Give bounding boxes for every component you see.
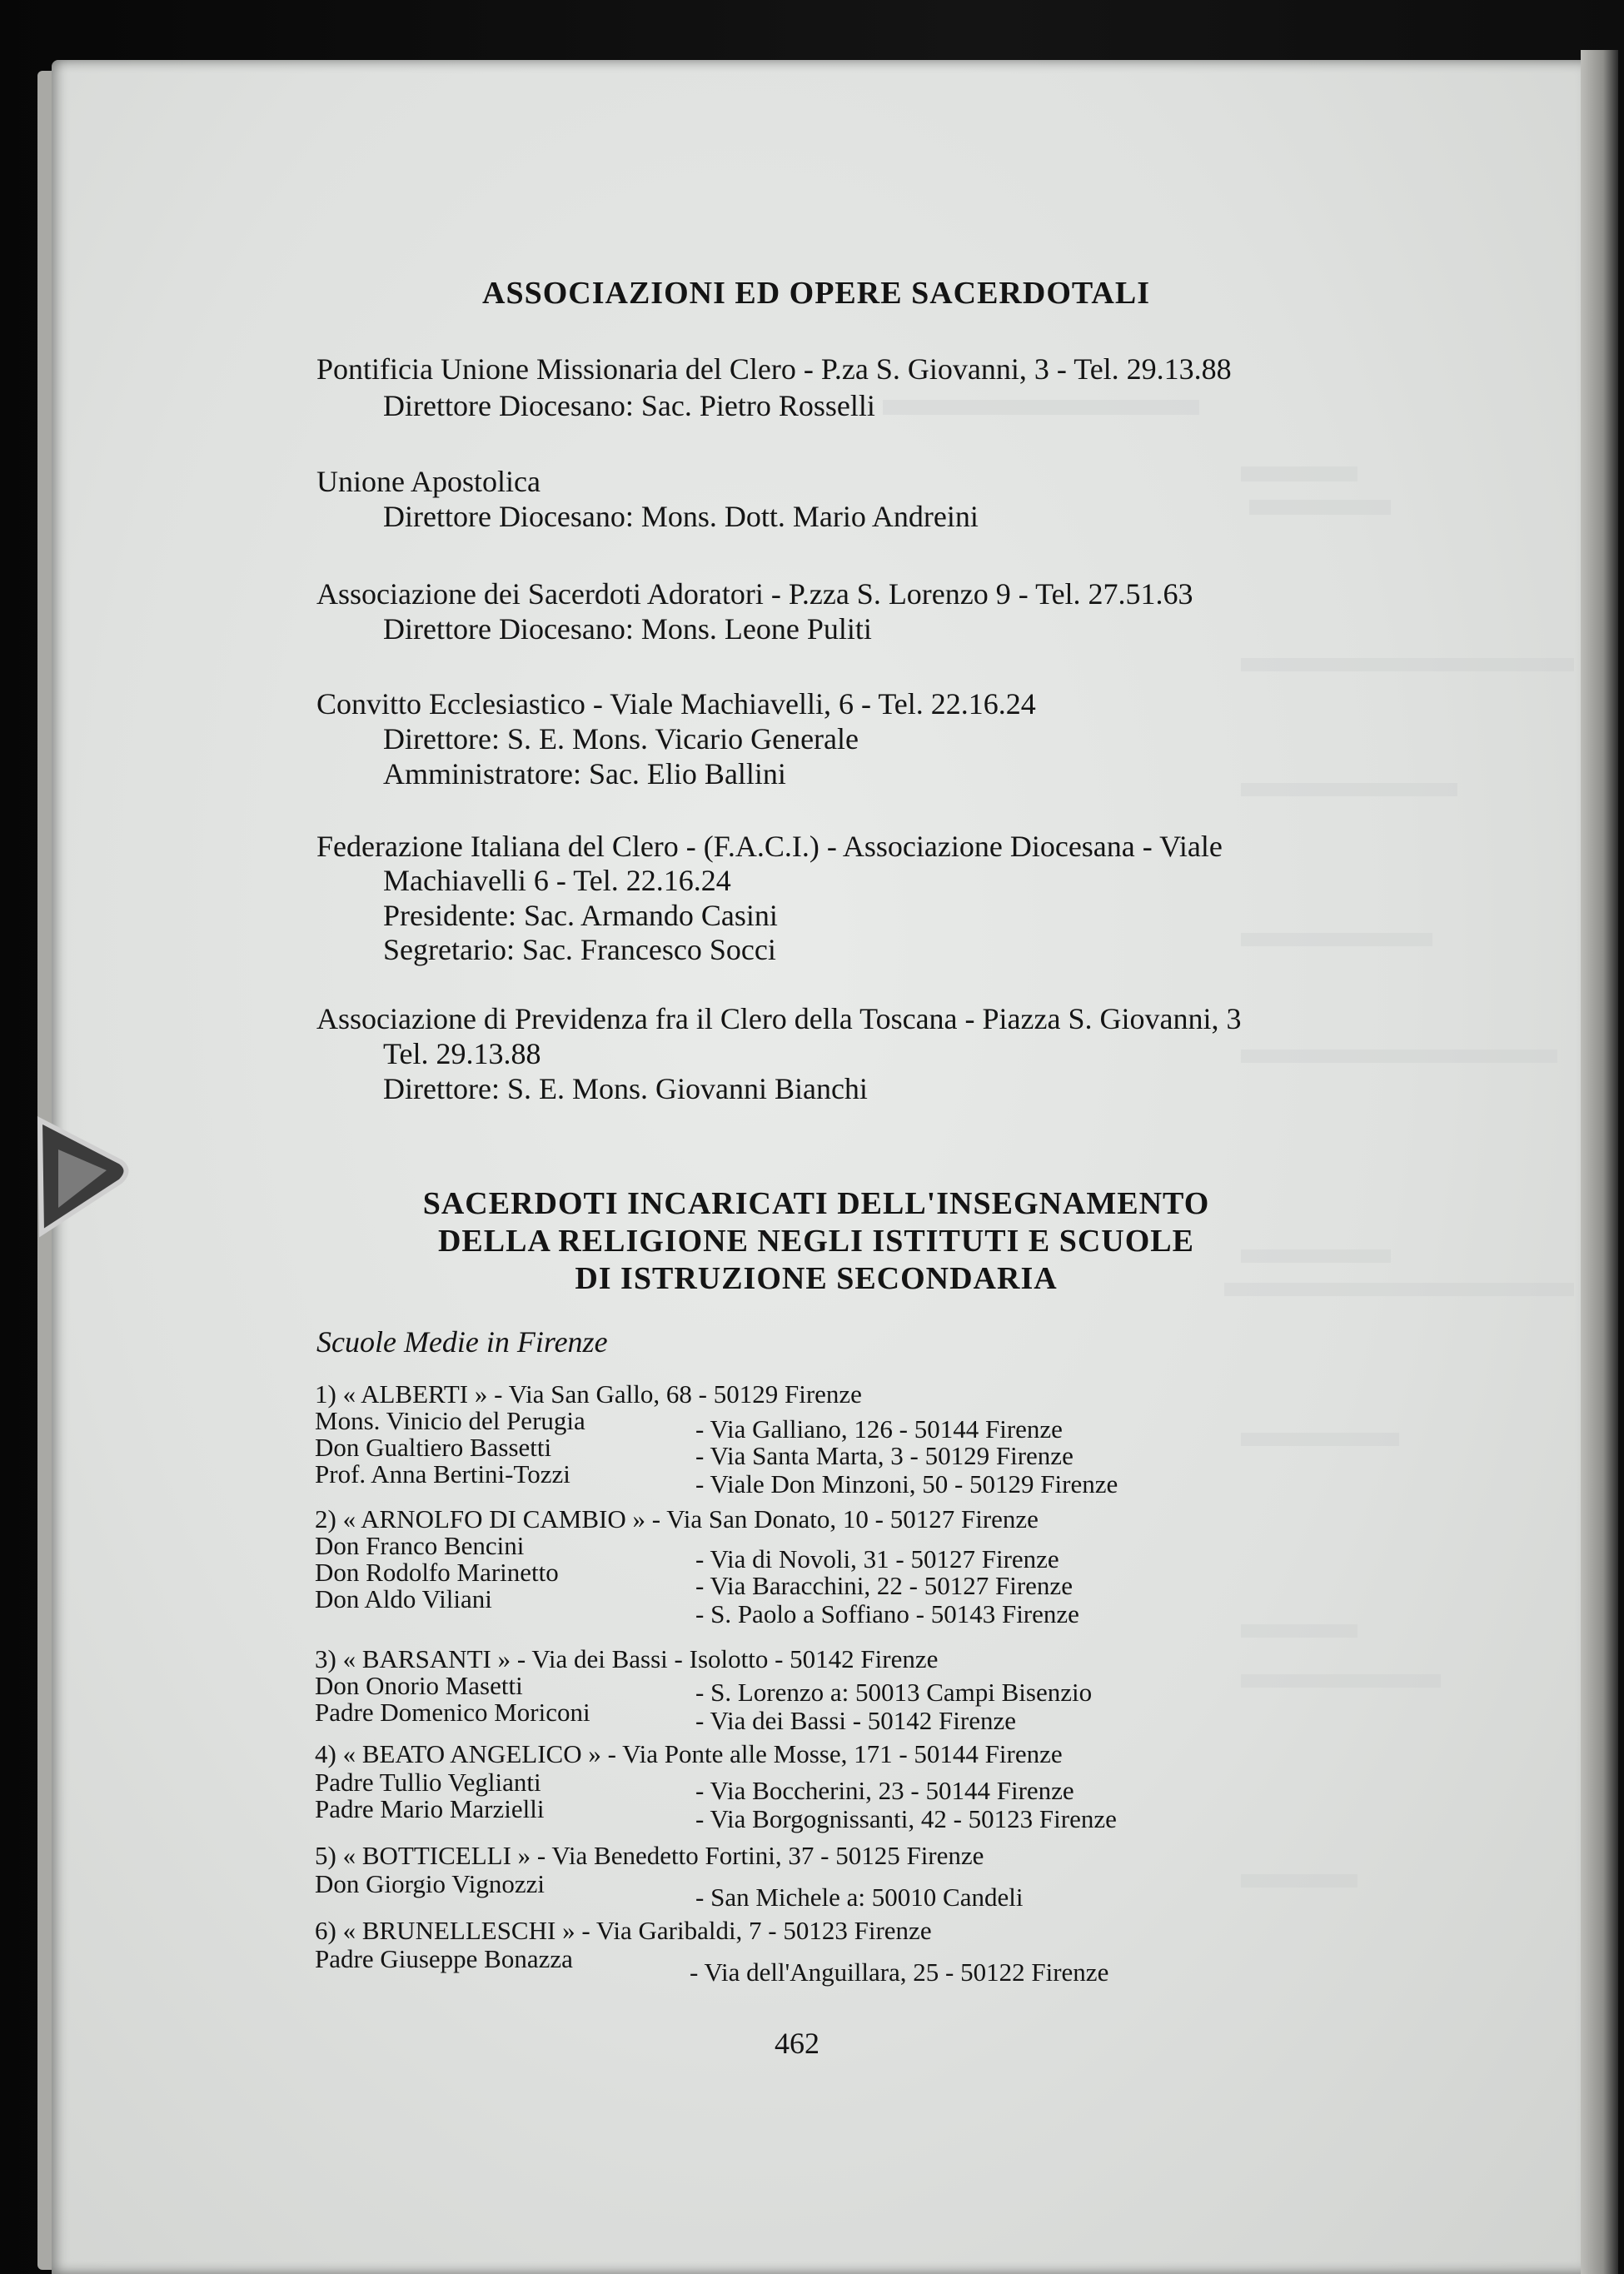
teacher-name: Don Giorgio Vignozzi — [315, 1869, 545, 1898]
association-detail: Direttore Diocesano: Mons. Leone Puliti — [383, 612, 872, 646]
association-detail: Presidente: Sac. Armando Casini — [383, 899, 778, 932]
page-number: 462 — [775, 2027, 819, 2060]
school-title: 5) « BOTTICELLI » - Via Benedetto Fortini, 37 - 50125 Firenze — [315, 1841, 984, 1870]
teacher-address: - S. Paolo a Soffiano - 50143 Firenze — [695, 1599, 1079, 1628]
teacher-address: - Via di Novoli, 31 - 50127 Firenze — [695, 1544, 1059, 1573]
school-title: 1) « ALBERTI » - Via San Gallo, 68 - 50129 Firenze — [315, 1379, 862, 1409]
teacher-name: Padre Mario Marzielli — [315, 1794, 545, 1823]
school-title: 4) « BEATO ANGELICO » - Via Ponte alle Mosse, 171 - 50144 Firenze — [315, 1739, 1063, 1768]
teacher-address: - Via Santa Marta, 3 - 50129 Firenze — [695, 1441, 1074, 1470]
teacher-address: - Via dei Bassi - 50142 Firenze — [695, 1706, 1016, 1735]
teacher-name: Don Franco Bencini — [315, 1531, 525, 1560]
association-detail: Amministratore: Sac. Elio Ballini — [383, 757, 786, 790]
association-detail: Direttore: S. E. Mons. Giovanni Bianchi — [383, 1072, 868, 1105]
section-heading-teachers: DELLA RELIGIONE NEGLI ISTITUTI E SCUOLE — [437, 1224, 1194, 1259]
teacher-name: Padre Tullio Veglianti — [315, 1768, 541, 1797]
teacher-address: - Via dell'Anguillara, 25 - 50122 Firenze — [690, 1957, 1109, 1987]
teacher-name: Mons. Vinicio del Perugia — [315, 1406, 585, 1435]
school-title: 3) « BARSANTI » - Via dei Bassi - Isolotto - 50142 Firenze — [315, 1644, 939, 1673]
teacher-name: Padre Domenico Moriconi — [315, 1698, 590, 1727]
teacher-name: Don Gualtiero Bassetti — [315, 1433, 552, 1462]
association-title: Convitto Ecclesiastico - Viale Machiavelli, 6 - Tel. 22.16.24 — [316, 687, 1036, 721]
teacher-address: - Via Baracchini, 22 - 50127 Firenze — [695, 1571, 1073, 1600]
association-detail: Direttore Diocesano: Sac. Pietro Rosselli — [383, 389, 875, 422]
teacher-name: Don Onorio Masetti — [315, 1671, 523, 1700]
section-heading-teachers: SACERDOTI INCARICATI DELL'INSEGNAMENTO — [422, 1186, 1210, 1221]
teacher-address: - San Michele a: 50010 Candeli — [695, 1883, 1024, 1912]
teacher-address: - S. Lorenzo a: 50013 Campi Bisenzio — [695, 1678, 1093, 1707]
association-title: Associazione di Previdenza fra il Clero della Toscana - Piazza S. Giovanni, 3 — [316, 1002, 1242, 1035]
school-title: 6) « BRUNELLESCHI » - Via Garibaldi, 7 - 50123 Firenze — [315, 1916, 932, 1945]
association-title: Pontificia Unione Missionaria del Clero - P.za S. Giovanni, 3 - Tel. 29.13.88 — [316, 352, 1232, 386]
teacher-name: Padre Giuseppe Bonazza — [315, 1944, 573, 1973]
association-title: Federazione Italiana del Clero - (F.A.C.I.) - Associazione Diocesana - Viale — [316, 830, 1223, 863]
association-title: Unione Apostolica — [316, 465, 541, 498]
subheading: Scuole Medie in Firenze — [316, 1325, 608, 1359]
association-detail: Direttore: S. E. Mons. Vicario Generale — [383, 722, 859, 756]
section-heading-associations: ASSOCIAZIONI ED OPERE SACERDOTALI — [482, 276, 1150, 311]
association-detail: Machiavelli 6 - Tel. 22.16.24 — [383, 864, 731, 897]
teacher-address: - Viale Don Minzoni, 50 - 50129 Firenze — [695, 1469, 1118, 1499]
association-detail: Tel. 29.13.88 — [383, 1037, 541, 1070]
association-detail: Direttore Diocesano: Mons. Dott. Mario Andreini — [383, 500, 979, 533]
section-heading-teachers: DI ISTRUZIONE SECONDARIA — [575, 1261, 1058, 1296]
teacher-name: Prof. Anna Bertini-Tozzi — [315, 1459, 570, 1489]
school-title: 2) « ARNOLFO DI CAMBIO » - Via San Donato, 10 - 50127 Firenze — [315, 1504, 1039, 1533]
teacher-name: Don Aldo Viliani — [315, 1584, 492, 1613]
teacher-address: - Via Boccherini, 23 - 50144 Firenze — [695, 1776, 1074, 1805]
teacher-address: - Via Borgognissanti, 42 - 50123 Firenze — [695, 1804, 1117, 1833]
association-detail: Segretario: Sac. Francesco Socci — [383, 933, 776, 966]
teacher-name: Don Rodolfo Marinetto — [315, 1558, 559, 1587]
association-title: Associazione dei Sacerdoti Adoratori - P.zza S. Lorenzo 9 - Tel. 27.51.63 — [316, 577, 1193, 611]
teacher-address: - Via Galliano, 126 - 50144 Firenze — [695, 1414, 1063, 1444]
